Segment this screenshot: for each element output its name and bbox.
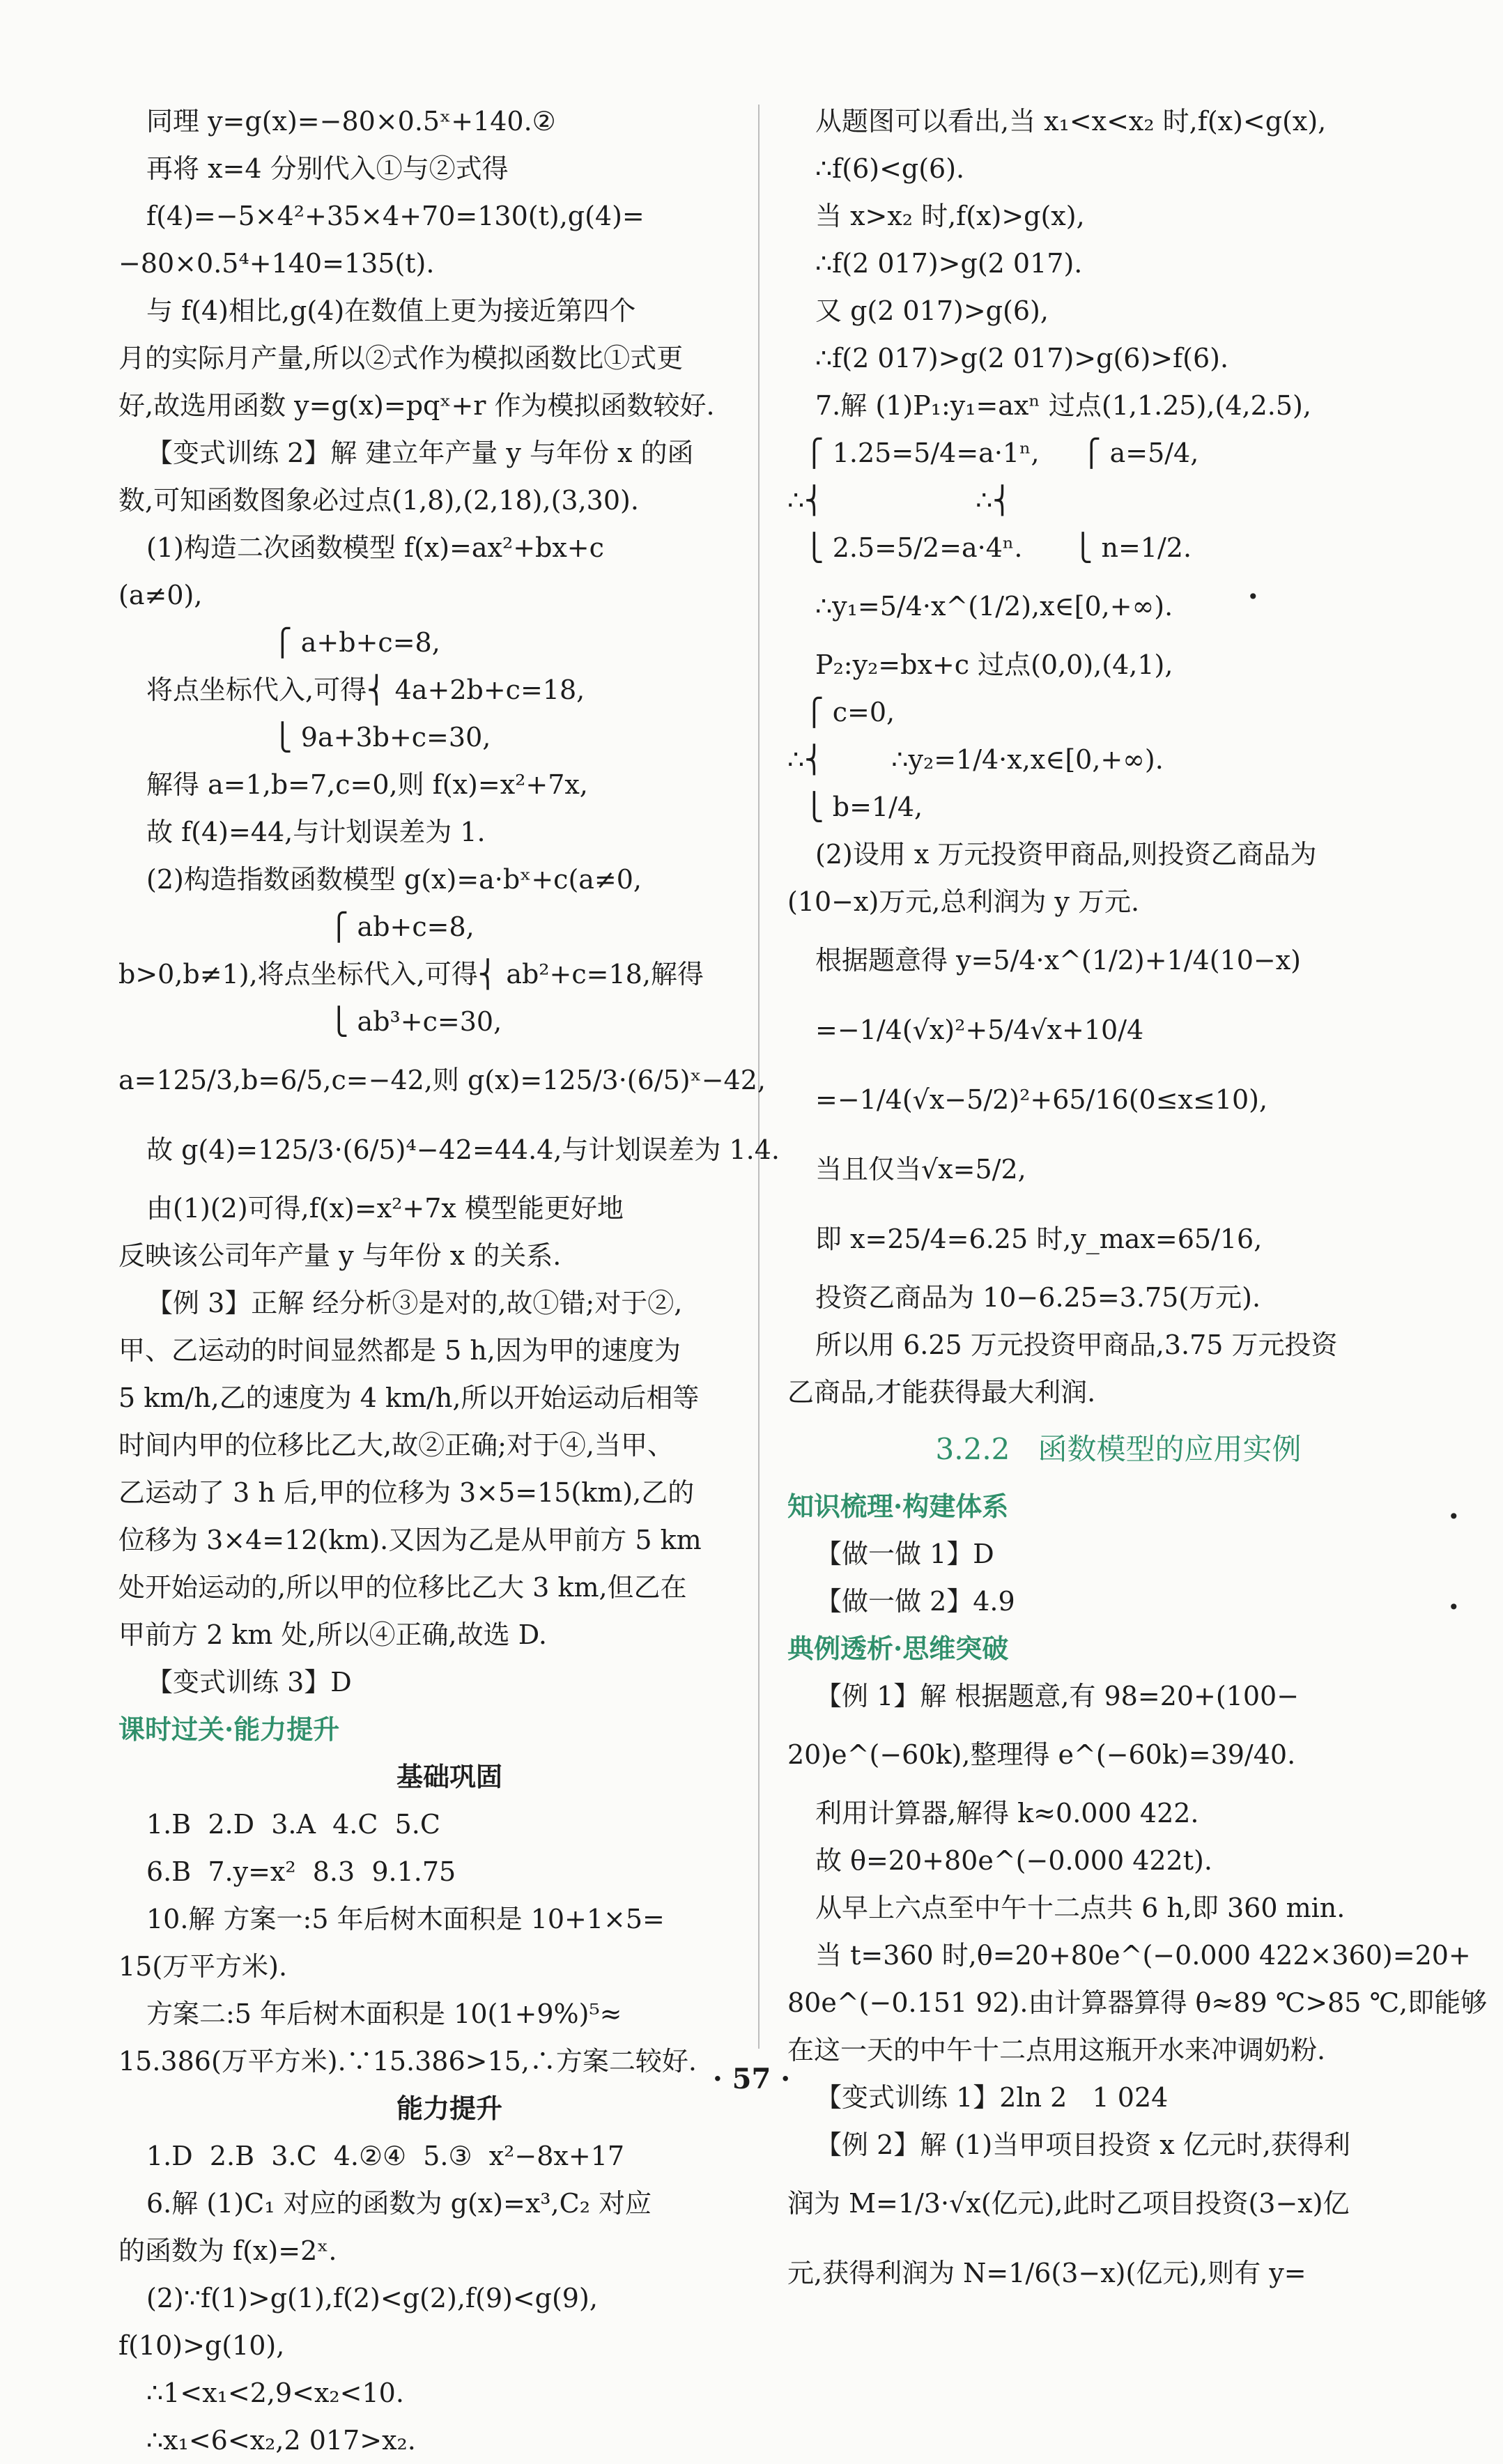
text-line: (a≠0),	[118, 580, 203, 610]
text-line: (2)∵f(1)>g(1),f(2)<g(2),f(9)<g(9),	[146, 2283, 598, 2313]
text-line: 【例 1】解 根据题意,有 98=20+(100−	[815, 1681, 1300, 1711]
text-line: 即 x=25/4=6.25 时,y_max=65/16,	[815, 1224, 1263, 1254]
text-line: 甲前方 2 km 处,所以④正确,故选 D.	[118, 1619, 547, 1650]
text-line: ∴f(2 017)>g(2 017)>g(6)>f(6).	[815, 343, 1229, 374]
text-line: 位移为 3×4=12(km).又因为乙是从甲前方 5 km	[118, 1525, 702, 1555]
text-line: 当且仅当√x=5/2,	[815, 1154, 1026, 1185]
text-line: 20)e^(−60k),整理得 e^(−60k)=39/40.	[787, 1739, 1296, 1770]
text-line: 处开始运动的,所以甲的位移比乙大 3 km,但乙在	[118, 1572, 687, 1603]
text-line: a=125/3,b=6/5,c=−42,则 g(x)=125/3·(6/5)ˣ−42,	[118, 1065, 766, 1095]
text-line: ∴f(6)<g(6).	[815, 153, 965, 184]
text-line: ∴f(2 017)>g(2 017).	[815, 248, 1083, 279]
text-line: 月的实际月产量,所以②式作为模拟函数比①式更	[118, 343, 684, 374]
text-line: 【例 2】解 (1)当甲项目投资 x 亿元时,获得利	[815, 2130, 1350, 2160]
text-line: f(4)=−5×4²+35×4+70=130(t),g(4)=	[146, 201, 645, 231]
text-line: 80e^(−0.151 92).由计算器算得 θ≈89 ℃>85 ℃,即能够	[787, 1987, 1488, 2018]
subsection-heading: 课时过关·能力提升	[118, 1714, 340, 1745]
text-line: ∴⎨ ∴y₂=1/4·x,x∈[0,+∞).	[787, 744, 1164, 775]
text-line: ∴⎨ ∴⎨	[787, 485, 1012, 516]
text-line: 再将 x=4 分别代入①与②式得	[146, 153, 509, 184]
text-line: ⎩ 9a+3b+c=30,	[146, 722, 491, 753]
text-line: 方案二:5 年后树木面积是 10(1+9%)⁵≈	[146, 1999, 622, 2029]
centered-heading: 基础巩固	[396, 1761, 502, 1792]
text-line: 与 f(4)相比,g(4)在数值上更为接近第四个	[146, 295, 636, 326]
text-line: 【变式训练 2】解 建立年产量 y 与年份 x 的函	[146, 438, 694, 468]
text-line: 5 km/h,乙的速度为 4 km/h,所以开始运动后相等	[118, 1383, 700, 1413]
text-line: 15.386(万平方米).∵15.386>15,∴方案二较好.	[118, 2046, 697, 2077]
text-line: ⎩ ab³+c=30,	[118, 1006, 502, 1037]
text-line: 故 g(4)=125/3·(6/5)⁴−42=44.4,与计划误差为 1.4.	[146, 1134, 780, 1165]
section-heading: 3.2.2 函数模型的应用实例	[935, 1432, 1302, 1466]
text-line: 乙商品,才能获得最大利润.	[787, 1377, 1096, 1408]
text-line: −80×0.5⁴+140=135(t).	[118, 248, 435, 279]
text-line: 反映该公司年产量 y 与年份 x 的关系.	[118, 1240, 562, 1271]
text-line: 所以用 6.25 万元投资甲商品,3.75 万元投资	[815, 1330, 1338, 1360]
text-line: 投资乙商品为 10−6.25=3.75(万元).	[815, 1282, 1261, 1313]
text-line: 由(1)(2)可得,f(x)=x²+7x 模型能更好地	[146, 1193, 624, 1224]
text-line: 1.D 2.B 3.C 4.②④ 5.③ x²−8x+17	[146, 2141, 625, 2171]
text-line: =−1/4(√x)²+5/4√x+10/4	[815, 1015, 1144, 1045]
text-line: (2)设用 x 万元投资甲商品,则投资乙商品为	[815, 839, 1317, 870]
right-column	[787, 98, 1488, 2308]
text-line: =−1/4(√x−5/2)²+65/16(0≤x≤10),	[815, 1084, 1268, 1115]
text-line: ∴1<x₁<2,9<x₂<10.	[146, 2378, 404, 2408]
text-line: 润为 M=1/3·√x(亿元),此时乙项目投资(3−x)亿	[787, 2188, 1350, 2219]
text-line: 【例 3】正解 经分析③是对的,故①错;对于②,	[146, 1288, 683, 1318]
text-line: 【做一做 2】4.9	[815, 1586, 1015, 1617]
text-line: 元,获得利润为 N=1/6(3−x)(亿元),则有 y=	[787, 2258, 1307, 2288]
subsection-heading: 知识梳理·构建体系	[787, 1491, 1009, 1522]
centered-heading: 能力提升	[396, 2093, 502, 2124]
text-line: (10−x)万元,总利润为 y 万元.	[787, 886, 1140, 917]
text-line: 又 g(2 017)>g(6),	[815, 295, 1049, 326]
text-line: 甲、乙运动的时间显然都是 5 h,因为甲的速度为	[118, 1335, 681, 1366]
text-line: 6.解 (1)C₁ 对应的函数为 g(x)=x³,C₂ 对应	[146, 2188, 652, 2219]
text-line: 的函数为 f(x)=2ˣ.	[118, 2235, 337, 2266]
page-number: · 57 ·	[712, 2063, 791, 2095]
text-line: 【变式训练 1】2ln 2 1 024	[815, 2082, 1169, 2113]
scan-speck: •	[1247, 585, 1259, 608]
text-line: ⎧ ab+c=8,	[118, 911, 475, 942]
scan-speck: •	[1448, 1505, 1460, 1528]
text-line: 故 θ=20+80e^(−0.000 422t).	[815, 1845, 1212, 1876]
text-line: 1.B 2.D 3.A 4.C 5.C	[146, 1809, 440, 1840]
text-line: 好,故选用函数 y=g(x)=pqˣ+r 作为模拟函数较好.	[118, 390, 715, 421]
text-line: 从题图可以看出,当 x₁<x<x₂ 时,f(x)<g(x),	[815, 106, 1327, 137]
text-line: 【变式训练 3】D	[146, 1667, 352, 1697]
text-line: ∴x₁<6<x₂,2 017>x₂.	[146, 2425, 416, 2456]
text-line: ∴y₁=5/4·x^(1/2),x∈[0,+∞).	[815, 591, 1173, 622]
text-line: 利用计算器,解得 k≈0.000 422.	[815, 1798, 1199, 1828]
text-line: ⎧ a+b+c=8,	[146, 627, 440, 658]
text-line: 根据题意得 y=5/4·x^(1/2)+1/4(10−x)	[815, 945, 1301, 976]
text-line: (2)构造指数函数模型 g(x)=a·bˣ+c(a≠0,	[146, 864, 642, 895]
subsection-heading: 典例透析·思维突破	[787, 1633, 1009, 1664]
text-line: 10.解 方案一:5 年后树木面积是 10+1×5=	[146, 1904, 665, 1934]
left-column	[118, 98, 780, 2464]
text-line: ⎩ 2.5=5/2=a·4ⁿ. ⎩ n=1/2.	[787, 532, 1192, 563]
text-line: P₂:y₂=bx+c 过点(0,0),(4,1),	[815, 649, 1173, 680]
text-line: 7.解 (1)P₁:y₁=axⁿ 过点(1,1.25),(4,2.5),	[815, 390, 1311, 421]
text-line: 故 f(4)=44,与计划误差为 1.	[146, 817, 486, 847]
text-line: (1)构造二次函数模型 f(x)=ax²+bx+c	[146, 532, 604, 563]
scan-speck: •	[1448, 1596, 1460, 1619]
text-line: 当 t=360 时,θ=20+80e^(−0.000 422×360)=20+	[815, 1940, 1471, 1971]
text-line: ⎩ b=1/4,	[787, 792, 923, 822]
text-line: 解得 a=1,b=7,c=0,则 f(x)=x²+7x,	[146, 769, 588, 800]
text-line: 时间内甲的位移比乙大,故②正确;对于④,当甲、	[118, 1430, 674, 1461]
text-line: ⎧ 1.25=5/4=a·1ⁿ, ⎧ a=5/4,	[787, 438, 1199, 468]
text-line: ⎧ c=0,	[787, 697, 895, 727]
text-line: f(10)>g(10),	[118, 2330, 285, 2361]
text-line: 【做一做 1】D	[815, 1539, 994, 1569]
text-line: 同理 y=g(x)=−80×0.5ˣ+140.②	[146, 106, 556, 137]
text-line: 在这一天的中午十二点用这瓶开水来冲调奶粉.	[787, 2035, 1326, 2065]
text-line: 从早上六点至中午十二点共 6 h,即 360 min.	[815, 1893, 1346, 1923]
text-line: 当 x>x₂ 时,f(x)>g(x),	[815, 201, 1085, 231]
text-line: b>0,b≠1),将点坐标代入,可得⎨ ab²+c=18,解得	[118, 959, 704, 990]
text-line: 乙运动了 3 h 后,甲的位移为 3×5=15(km),乙的	[118, 1477, 695, 1508]
text-line: 6.B 7.y=x² 8.3 9.1.75	[146, 1856, 456, 1887]
text-line: 将点坐标代入,可得⎨ 4a+2b+c=18,	[146, 675, 585, 705]
text-line: 数,可知函数图象必过点(1,8),(2,18),(3,30).	[118, 485, 639, 516]
text-line: 15(万平方米).	[118, 1951, 288, 1982]
